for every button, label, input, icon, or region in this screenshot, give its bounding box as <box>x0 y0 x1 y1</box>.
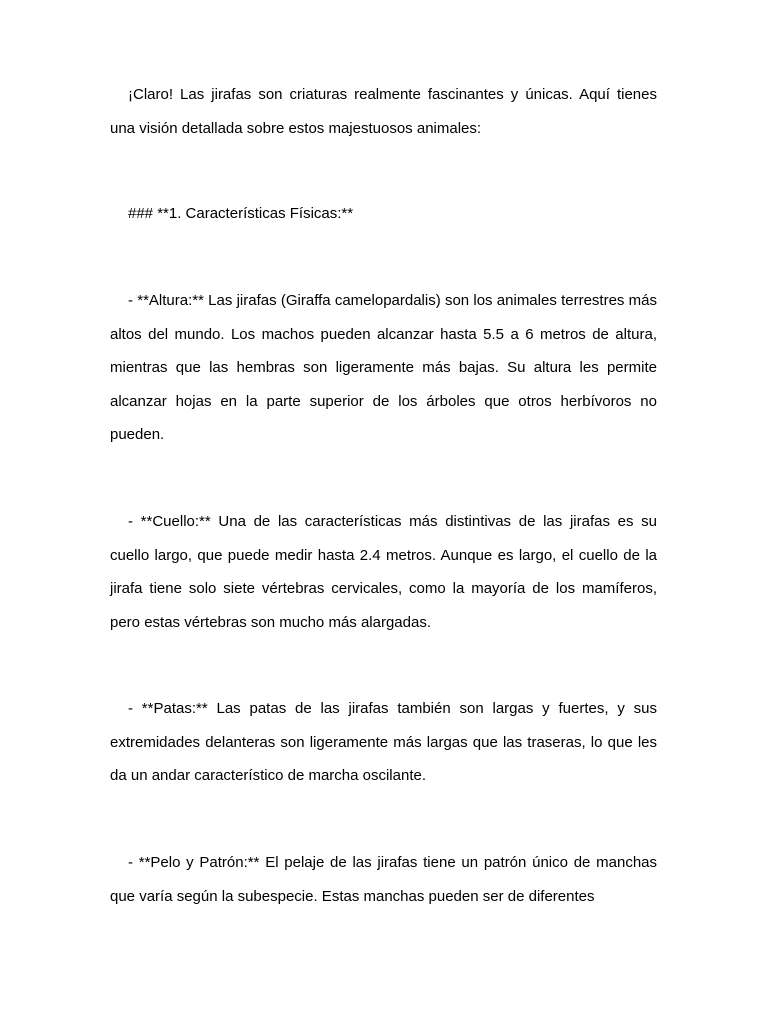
bullet-cuello: - **Cuello:** Una de las características más distintivas de las jirafas es su cuello largo, que puede medir hasta 2.4 metros. Aunque es largo, el cuello de la jirafa tiene solo siete vértebras cervicales, como la mayoría de los mamíferos, pero estas vértebras son mucho más alargadas. <box>110 513 657 631</box>
bullet-pelo-y-patron: - **Pelo y Patrón:** El pelaje de las jirafas tiene un patrón único de manchas que varía según la subespecie. Estas manchas pueden ser de diferentes <box>110 854 657 905</box>
section-heading-physical-characteristics: ### **1. Características Físicas:** <box>128 205 354 222</box>
bullet-altura: - **Altura:** Las jirafas (Giraffa camelopardalis) son los animales terrestres más altos del mundo. Los machos pueden alcanzar hasta 5.5 a 6 metros de altura, mientras que las hembras son ligeramente más bajas. Su altura les permite alcanzar hojas en la parte superior de los árboles que otros herbívoros no pueden. <box>110 292 657 444</box>
bullet-patas: - **Patas:** Las patas de las jirafas también son largas y fuertes, y sus extremidades delanteras son ligeramente más largas que las traseras, lo que les da un andar característico de marcha oscilante. <box>110 700 657 785</box>
intro-paragraph: ¡Claro! Las jirafas son criaturas realmente fascinantes y únicas. Aquí tienes una visión detallada sobre estos majestuosos animales: <box>110 86 657 137</box>
